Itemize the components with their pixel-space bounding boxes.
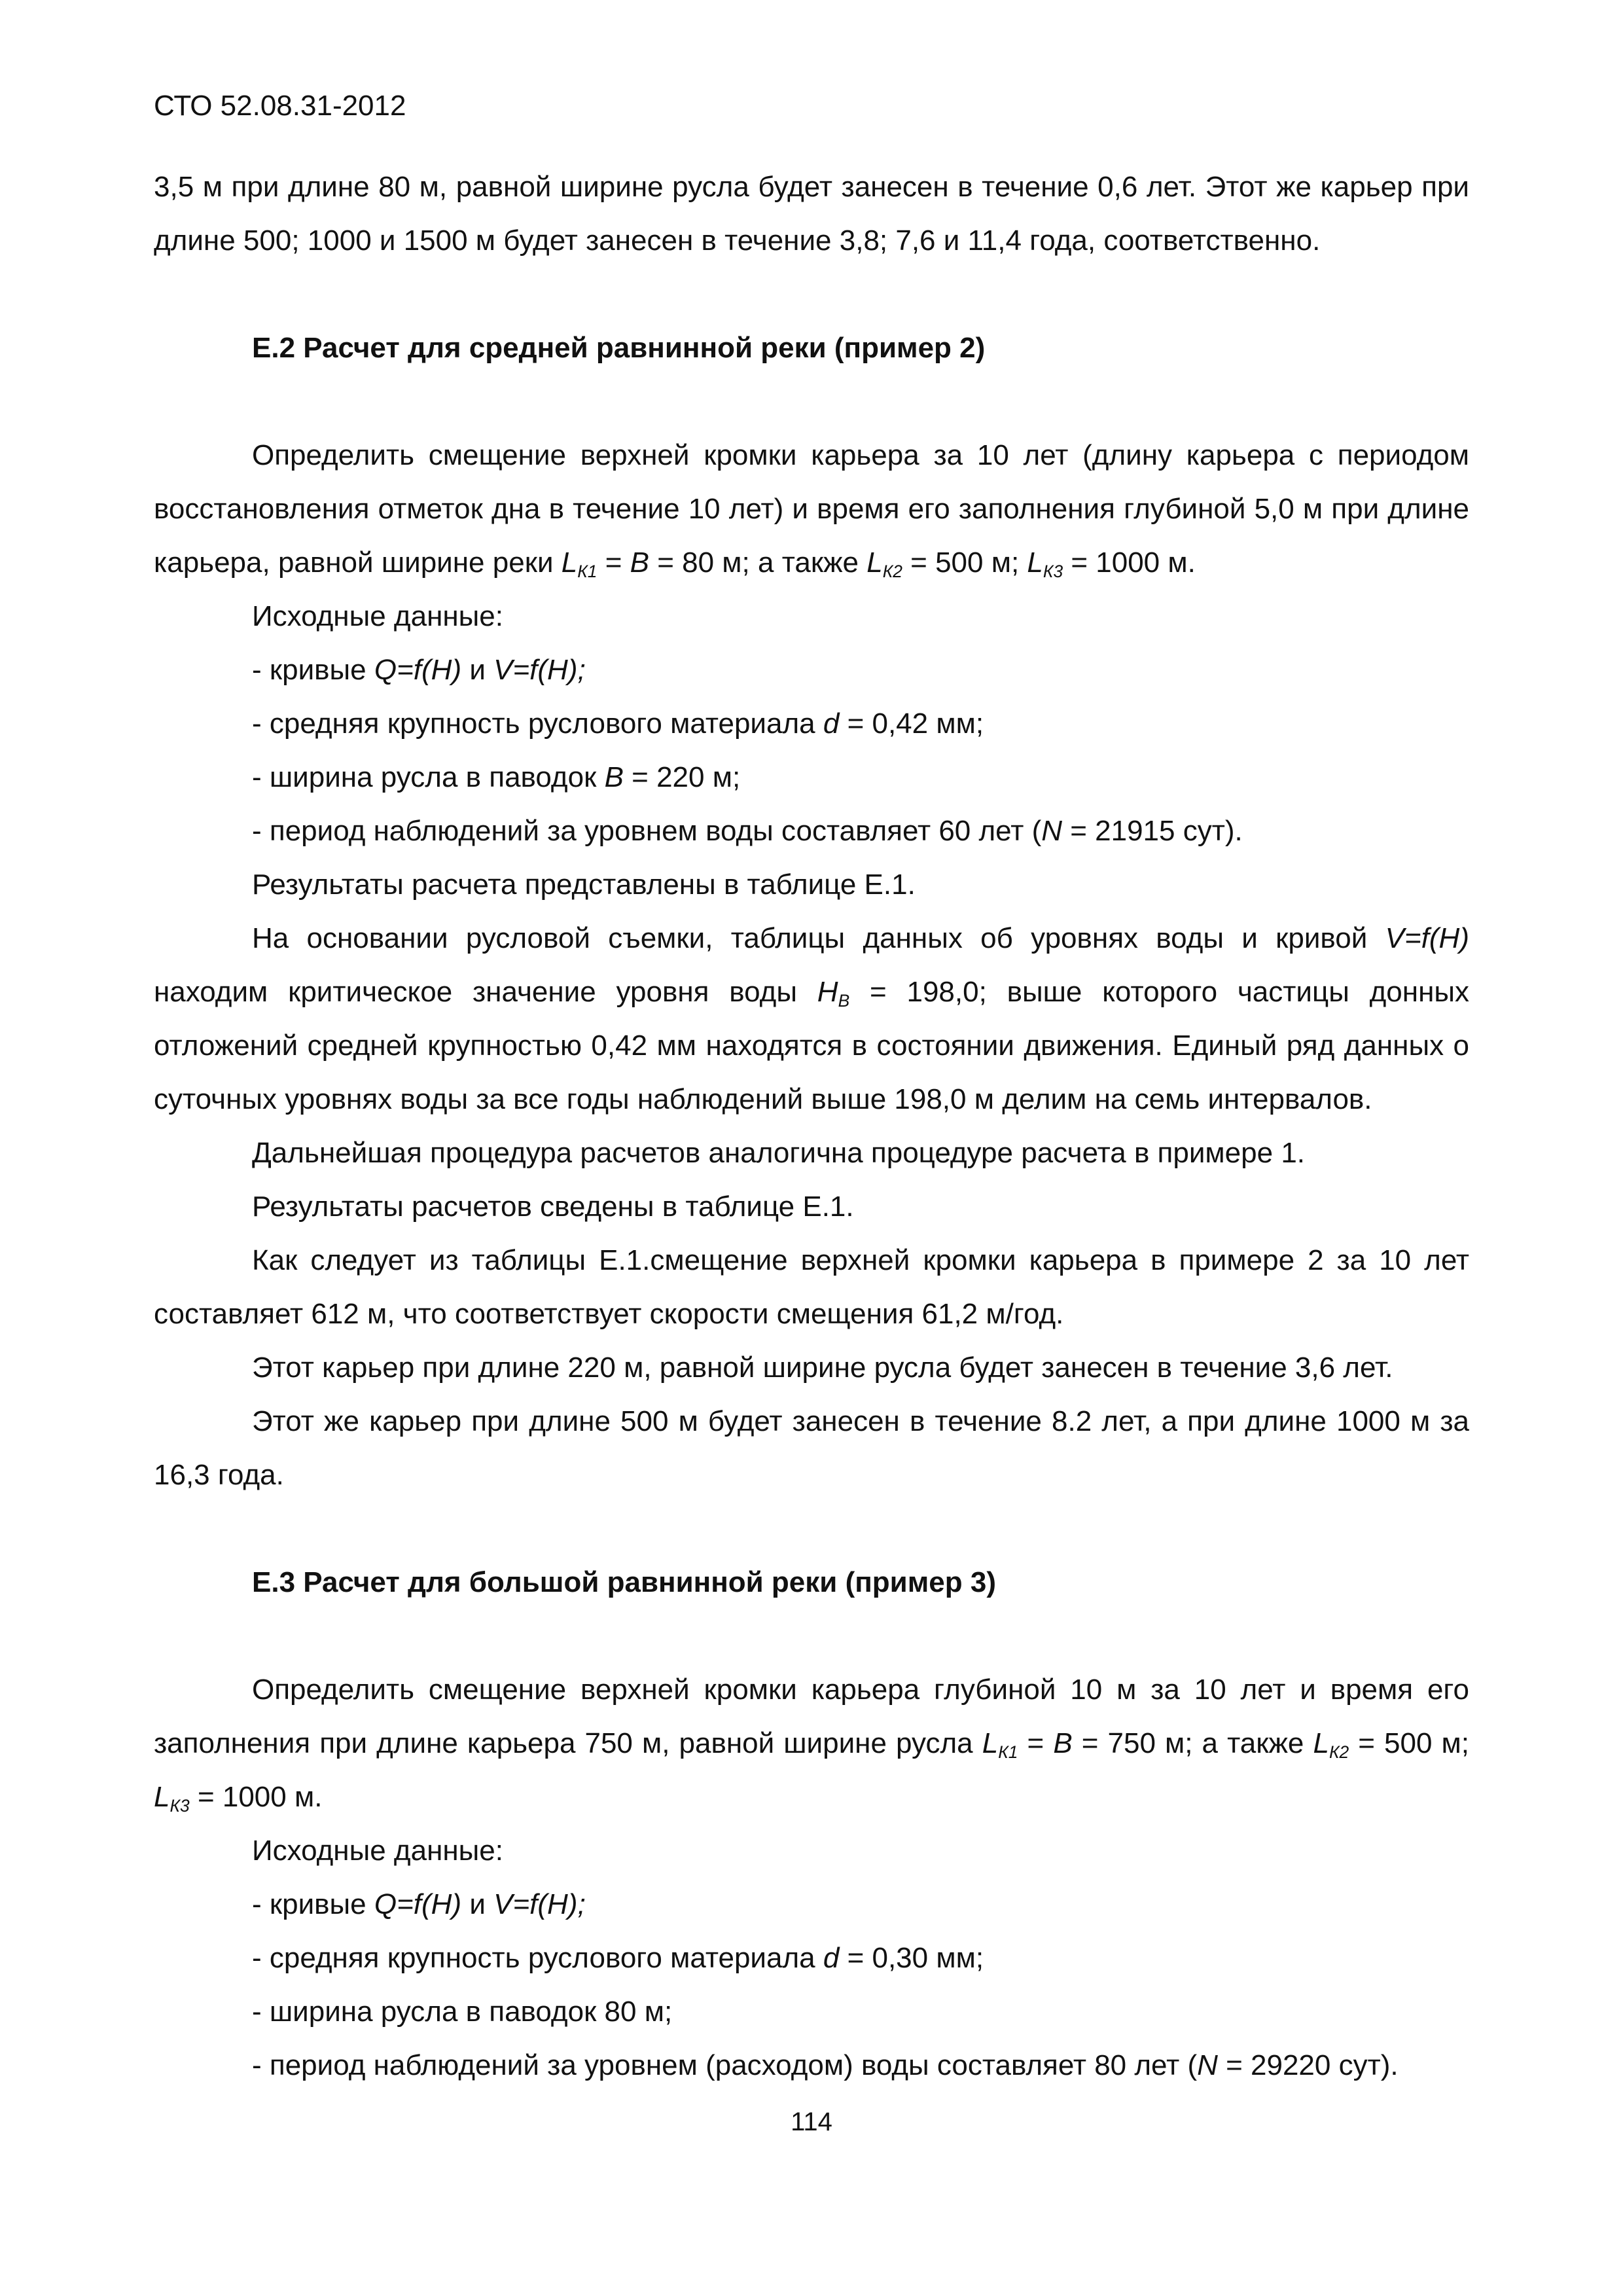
e2-fill-time-220: Этот карьер при длине 220 м, равной ширине русла будет занесен в течение 3,6 лет.: [252, 1352, 1393, 1384]
e2-list-item: - средняя крупность руслового материала d = 0,42 мм;: [252, 708, 984, 740]
e3-intro-paragraph: Определить смещение верхней кромки карьера глубиной 10 м за 10 лет и время его заполнения при длине карьера 750 м, равной ширине русла $L_{К1} = В = 750$ м; а также $L_{К2} = 500$ м; $L_{К3} = 1000$ м.: [154, 1674, 1469, 1816]
e3-list-item: - средняя крупность руслового материала d = 0,30 мм;: [252, 1942, 984, 1974]
page-body: [154, 160, 1469, 2092]
e2-intro-paragraph: Определить смещение верхней кромки карьера за 10 лет (длину карьера с периодом восстановления отметок дна в течение 10 лет) и время его заполнения глубиной 5,0 м при длине карьера, равной ширине реки $L_{К1} = В = 80$ м; а также $L_{К2} = 500$ м; $L_{К3} = 1000$ м.: [154, 439, 1469, 581]
e3-list-item: - кривые Q=f(H) и V=f(H);: [252, 1888, 586, 1920]
e2-results-summary: Результаты расчетов сведены в таблице Е.1.: [252, 1191, 854, 1223]
e2-procedure-paragraph: Дальнейшая процедура расчетов аналогична процедуре расчета в примере 1.: [252, 1137, 1306, 1169]
e3-list-item: - период наблюдений за уровнем (расходом) воды составляет 80 лет (N = 29220 сут).: [252, 2049, 1399, 2081]
page-number: 114: [791, 2108, 832, 2136]
e2-results-statement: Результаты расчета представлены в таблице Е.1.: [252, 869, 916, 901]
document-code: СТО 52.08.31-2012: [154, 90, 406, 122]
carryover-paragraph: 3,5 м при длине 80 м, равной ширине русла будет занесен в течение 0,6 лет. Этот же карьер при длине 500; 1000 и 1500 м будет занесен в течение 3,8; 7,6 и 11,4 года, соответственно.: [154, 171, 1469, 257]
e2-input-label: Исходные данные:: [252, 600, 503, 632]
section-heading-e3: Е.3 Расчет для большой равнинной реки (пример 3): [252, 1566, 996, 1598]
e2-list-item: - кривые Q=f(H) и V=f(H);: [252, 654, 586, 686]
section-heading-e2: Е.2 Расчет для средней равнинной реки (пример 2): [252, 332, 986, 364]
e3-input-label: Исходные данные:: [252, 1835, 503, 1867]
e2-conclusion-paragraph: Как следует из таблицы Е.1.смещение верхней кромки карьера в примере 2 за 10 лет составляет 612 м, что соответствует скорости смещения 61,2 м/год.: [154, 1244, 1469, 1330]
e3-list-item: - ширина русла в паводок 80 м;: [252, 1996, 673, 2028]
e2-list-item: - ширина русла в паводок В = 220 м;: [252, 761, 741, 793]
e2-basis-paragraph: На основании русловой съемки, таблицы данных об уровнях воды и кривой V=f(H) находим критическое значение уровня воды $H_В = 198,0$; выше которого частицы донных отложений средней крупностью 0,42 мм находятся в состоянии движения. Единый ряд данных о суточных уровнях воды за все годы наблюдений выше 198,0 м делим на семь интервалов.: [154, 922, 1469, 1115]
e2-list-item: - период наблюдений за уровнем воды составляет 60 лет (N = 21915 сут).: [252, 815, 1243, 847]
e2-fill-time-500-1000: Этот же карьер при длине 500 м будет занесен в течение 8.2 лет, а при длине 1000 м за 16,3 года.: [154, 1405, 1469, 1491]
